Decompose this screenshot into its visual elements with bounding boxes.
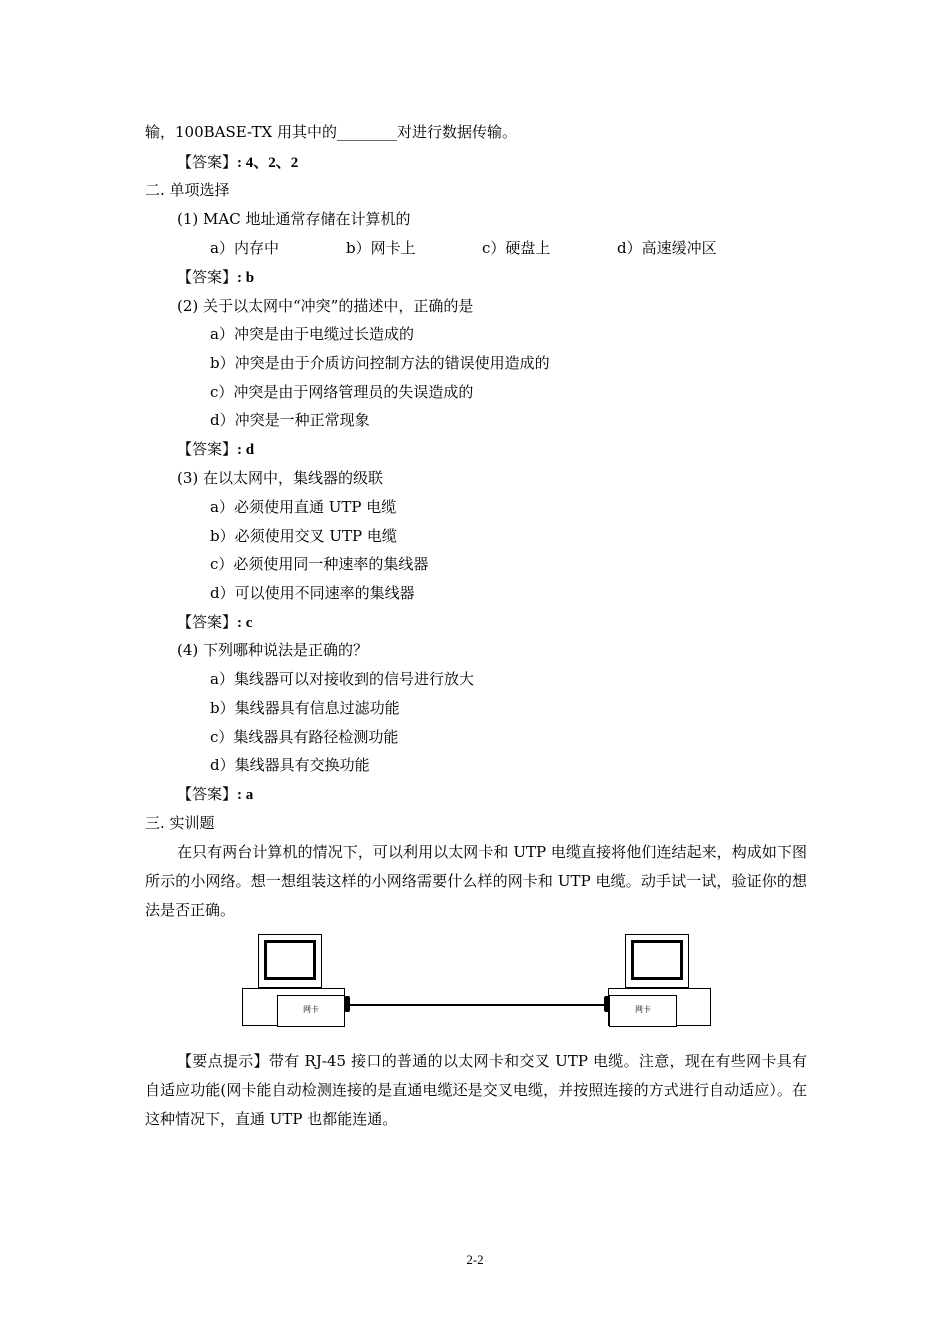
page-number: 2-2 [466, 1252, 484, 1267]
option: a）集线器可以对接收到的信号进行放大 [210, 670, 474, 688]
screen-right [631, 940, 683, 980]
option: d）冲突是一种正常现象 [210, 411, 370, 429]
option: b）网卡上 [346, 239, 416, 257]
paragraph: 在只有两台计算机的情况下，可以利用以太网卡和 UTP 电缆直接将他们连结起来，构成如下图所示的小网络。想一想组装这样的小网络需要什么样的网卡和 UTP 电缆。动手试一试，验证你的想法是否正确。 [145, 843, 807, 919]
option: a）必须使用直通 UTP 电缆 [210, 498, 397, 516]
tip-paragraph [145, 1047, 807, 1134]
option: c）硬盘上 [482, 239, 551, 257]
question: (2) 关于以太网中“冲突”的描述中，正确的是 [177, 297, 474, 315]
answer-value: : d [237, 442, 255, 458]
nic-label: 网卡 [303, 1005, 319, 1014]
monitor-left [258, 934, 322, 988]
answer-label: 【答案】 [177, 440, 238, 458]
option: b）集线器具有信息过滤功能 [210, 699, 400, 717]
answer-label: 【答案】 [177, 613, 238, 631]
computer-case-left [242, 988, 345, 1026]
answer-line [177, 612, 252, 633]
section-heading: 三. 实训题 [145, 814, 215, 832]
option: b）冲突是由于介质访问控制方法的错误使用造成的 [210, 354, 550, 372]
nic-label: 网卡 [635, 1005, 651, 1014]
answer-line [177, 267, 254, 288]
option: d）集线器具有交换功能 [210, 756, 370, 774]
text-line: 输，100BASE-TX 用其中的________对进行数据传输。 [145, 123, 517, 141]
tip-text: 带有 RJ-45 接口的普通的以太网卡和交叉 UTP 电缆。注意，现在有些网卡具有自适应功能(网卡能自动检测连接的是直通电缆还是交叉电缆，并按照连接的方式进行自动适应）。在这种情况下，直通 UTP 也都能连通。 [145, 1052, 807, 1128]
answer-value: : b [237, 270, 255, 286]
option: c）集线器具有路径检测功能 [210, 728, 399, 746]
answer-label: 【答案】 [177, 785, 238, 803]
tip-label: 【要点提示】 [177, 1052, 269, 1070]
option: a）内存中 [210, 239, 279, 257]
answer-value: : 4、2、2 [237, 155, 299, 171]
question: (1) MAC 地址通常存储在计算机的 [177, 210, 411, 228]
option: d）可以使用不同速率的集线器 [210, 584, 415, 602]
answer-value: : a [237, 787, 254, 803]
screen-left [264, 940, 316, 980]
answer-line [177, 784, 253, 805]
option: c）必须使用同一种速率的集线器 [210, 555, 429, 573]
monitor-right [625, 934, 689, 988]
nic-right [609, 995, 677, 1027]
answer-label: 【答案】 [177, 153, 238, 171]
option: c）冲突是由于网络管理员的失误造成的 [210, 383, 474, 401]
utp-cable [350, 1004, 604, 1006]
question: (3) 在以太网中，集线器的级联 [177, 469, 384, 487]
option: a）冲突是由于电缆过长造成的 [210, 325, 414, 343]
answer-line [177, 439, 254, 460]
answer-line [177, 152, 298, 173]
option: d）高速缓冲区 [617, 239, 717, 257]
nic-left [277, 995, 345, 1027]
question: (4) 下列哪种说法是正确的？ [177, 641, 369, 659]
computer-case-right [608, 988, 711, 1026]
section-heading: 二. 单项选择 [145, 181, 230, 199]
answer-label: 【答案】 [177, 268, 238, 286]
answer-value: : c [237, 615, 253, 631]
option: b）必须使用交叉 UTP 电缆 [210, 527, 397, 545]
